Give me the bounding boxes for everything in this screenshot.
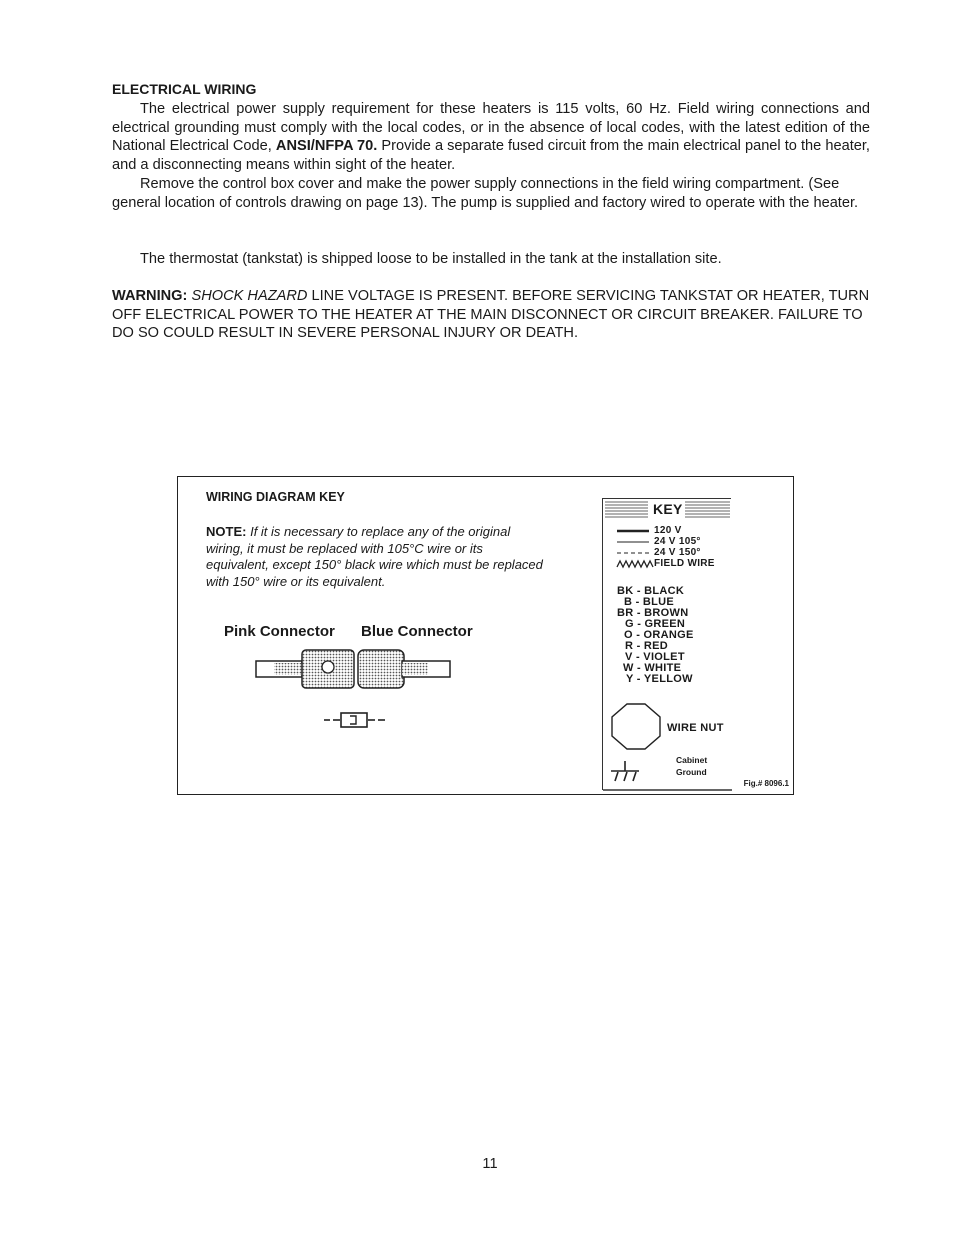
paragraph-text: The electrical power supply requirement for these heaters is 115 volts, 60 Hz. Field wiring connections and electrical grounding must comply with the local codes, or in the absence of local codes, with the latest edition of the National Electrical Code, xyxy=(112,101,870,155)
warning-label: WARNING: xyxy=(112,288,188,304)
figure-number: Fig.# 8096.1 xyxy=(743,779,789,788)
pink-connector-shape xyxy=(256,650,354,688)
pink-connector-label: Pink Connector xyxy=(224,623,335,640)
paragraph-thermostat: The thermostat (tankstat) is shipped loose to be installed in the tank at the installation site. xyxy=(140,251,722,267)
key-line-24v-105: 24 V 105° xyxy=(654,536,701,547)
connector-symbol-icon xyxy=(322,709,390,731)
cabinet-label: Cabinet xyxy=(676,755,708,765)
key-line-120v: 120 V xyxy=(654,525,682,536)
field-wire-icon xyxy=(617,561,653,567)
section-heading: ELECTRICAL WIRING xyxy=(112,81,257,97)
figure-note xyxy=(206,524,546,590)
key-color-violet: V - VIOLET xyxy=(625,651,685,663)
ground-label: Ground xyxy=(676,767,707,777)
paragraph-power-supply xyxy=(112,100,870,175)
key-title: KEY xyxy=(653,501,683,517)
warning-block xyxy=(112,287,872,343)
key-color-orange: O - ORANGE xyxy=(624,629,694,641)
key-color-black: BK - BLACK xyxy=(617,585,685,597)
key-color-blue: B - BLUE xyxy=(624,596,675,608)
connector-drawing xyxy=(254,647,454,689)
blue-connector-shape xyxy=(358,650,450,688)
page-number: 11 xyxy=(482,1156,498,1172)
ground-icon xyxy=(611,761,639,781)
key-color-white: W - WHITE xyxy=(623,662,682,674)
key-color-yellow: Y - YELLOW xyxy=(626,673,693,685)
key-line-24v-150: 24 V 150° xyxy=(654,547,701,558)
paragraph-text: Provide a separate fused circuit from the main electrical panel to the heater, and a disconnecting means within sight of the heater. xyxy=(112,138,870,174)
warning-hazard: SHOCK HAZARD xyxy=(191,288,308,304)
blue-connector-label: Blue Connector xyxy=(361,623,473,640)
note-text: If it is necessary to replace any of the original wiring, it must be replaced with 105°C wire or its equivalent, except 150° black wire which must be replaced with 150° wire or its equivalent. xyxy=(206,524,543,589)
key-color-brown: BR - BROWN xyxy=(617,607,689,619)
key-field-wire: FIELD WIRE xyxy=(654,558,715,569)
key-color-red: R - RED xyxy=(625,640,669,652)
note-label: NOTE: xyxy=(206,524,247,539)
code-reference: ANSI/NFPA 70. xyxy=(275,138,378,155)
wiring-diagram-key-figure xyxy=(177,476,794,795)
wire-nut-icon xyxy=(612,704,660,749)
paragraph-connections: Remove the control box cover and make the power supply connections in the field wiring compartment. (See general location of controls drawing on page 13). The pump is supplied and factory wired to operate with the heater. xyxy=(112,176,859,211)
wiring-key-panel xyxy=(602,498,731,790)
figure-title: WIRING DIAGRAM KEY xyxy=(206,490,345,504)
warning-text: LINE VOLTAGE IS PRESENT. BEFORE SERVICING TANKSTAT OR HEATER, TURN OFF ELECTRICAL POWER TO THE HEATER AT THE MAIN DISCONNECT OR CIRCUIT BREAKER. FAILURE TO DO SO COULD RESULT IN SEVERE PERSONAL INJURY OR DEATH. xyxy=(112,288,870,342)
wire-nut-label: WIRE NUT xyxy=(667,722,724,734)
key-color-green: G - GREEN xyxy=(625,618,686,630)
